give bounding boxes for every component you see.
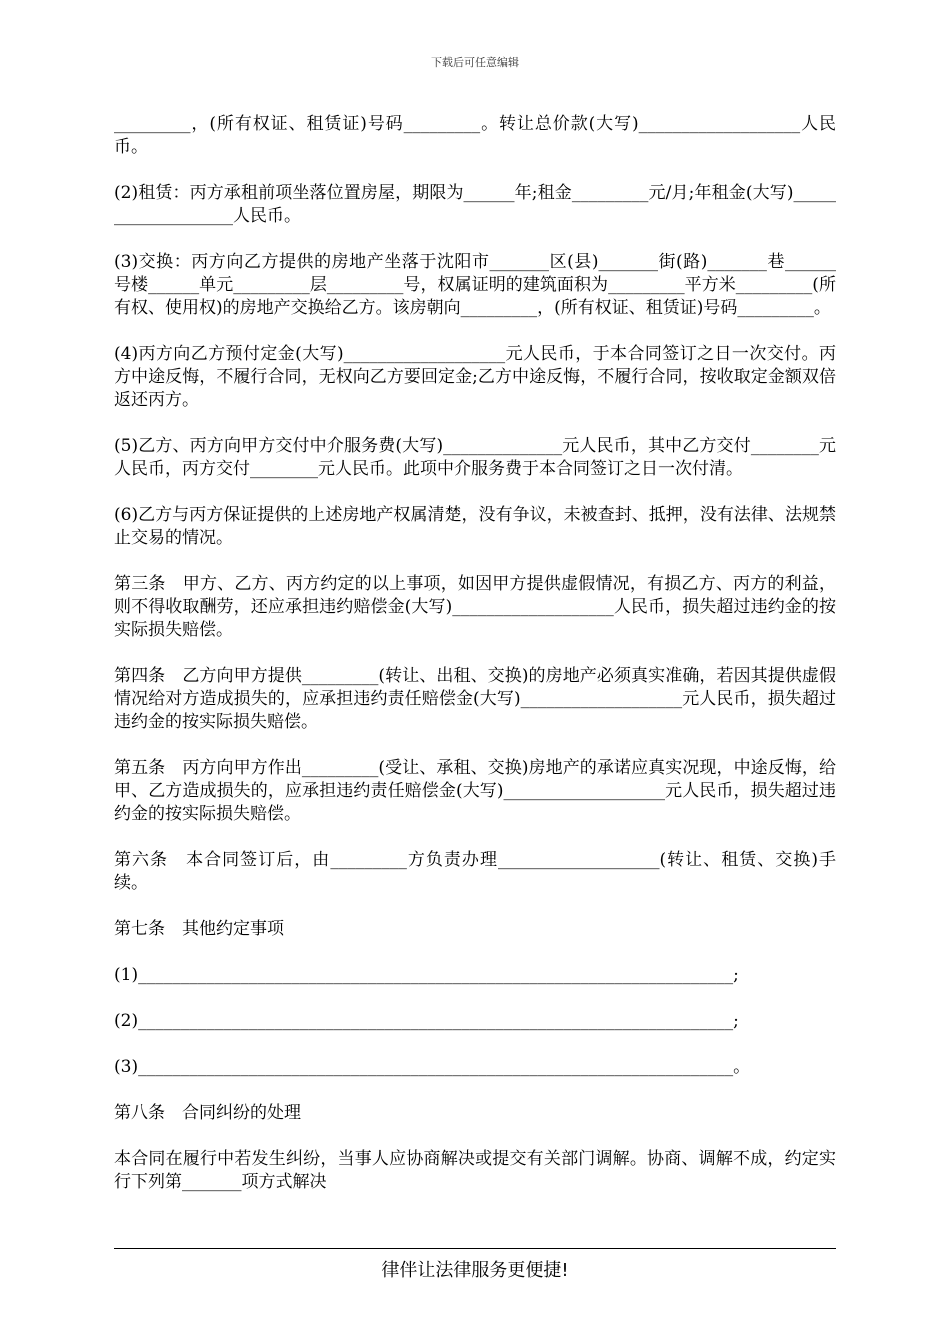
article-7-heading: 第七条 其他约定事项	[114, 919, 284, 939]
other-item-3: (3)______________________________________________________________________。	[114, 1057, 751, 1077]
footer-divider	[114, 1248, 836, 1249]
article-6: 第六条 本合同签订后，由_________方负责办理___________________(转让、租赁、交换)手续。	[114, 850, 836, 893]
dispute-resolution-paragraph: 本合同在履行中若发生纠纷，当事人应协商解决或提交有关部门调解。协商、调解不成，约定实行下列第_______项方式解决	[114, 1149, 836, 1192]
document-body	[114, 113, 836, 1217]
paragraph-deposit: (4)丙方向乙方预付定金(大写)___________________元人民币，于本合同签订之日一次交付。丙方中途反悔，不履行合同，无权向乙方要回定金;乙方中途反悔，不履行合同，按收取定金额双倍返还丙方。	[114, 344, 836, 410]
paragraph-agency-fee: (5)乙方、丙方向甲方交付中介服务费(大写)______________元人民币，其中乙方交付________元人民币，丙方交付________元人民币。此项中介服务费于本合同签订之日一次付清。	[114, 436, 836, 479]
paragraph-transfer-price: _________，(所有权证、租赁证)号码_________。转让总价款(大写)___________________人民币。	[114, 114, 836, 157]
other-item-2: (2)______________________________________________________________________;	[114, 1011, 739, 1031]
page-header-note: 下载后可任意编辑	[431, 56, 519, 69]
article-4: 第四条 乙方向甲方提供_________(转让、出租、交换)的房地产必须真实准确，若因其提供虚假情况给对方造成损失的，应承担违约责任赔偿金(大写)___________________元人民币，损失超过违约金的按实际损失赔偿。	[114, 666, 836, 732]
paragraph-exchange: (3)交换：丙方向乙方提供的房地产坐落于沈阳市_______区(县)_______街(路)_______巷______号楼______单元_________层_________号，权属证明的建筑面积为_________平方米_________(所有权、使用权)的房地产交换给乙方。该房朝向_________，(所有权证、租赁证)号码_________。	[114, 252, 836, 318]
other-item-1: (1)______________________________________________________________________;	[114, 965, 739, 985]
article-5: 第五条 丙方向甲方作出_________(受让、承租、交换)房地产的承诺应真实况现，中途反悔，给甲、乙方造成损失的，应承担违约责任赔偿金(大写)___________________元人民币，损失超过违约金的按实际损失赔偿。	[114, 758, 836, 824]
footer-slogan: 律伴让法律服务更便捷!	[381, 1260, 569, 1281]
article-3: 第三条 甲方、乙方、丙方约定的以上事项，如因甲方提供虚假情况，有损乙方、丙方的利益，则不得收取酬劳，还应承担违约赔偿金(大写)___________________人民币，损失超过违约金的按实际损失赔偿。	[114, 574, 836, 640]
paragraph-lease: (2)租赁：丙方承租前项坐落位置房屋，期限为______年;租金_________元/月;年租金(大写)___________________人民币。	[114, 183, 836, 226]
article-8-heading: 第八条 合同纠纷的处理	[114, 1103, 301, 1123]
paragraph-title-guarantee: (6)乙方与丙方保证提供的上述房地产权属清楚，没有争议，未被查封、抵押，没有法律、法规禁止交易的情况。	[114, 505, 836, 548]
